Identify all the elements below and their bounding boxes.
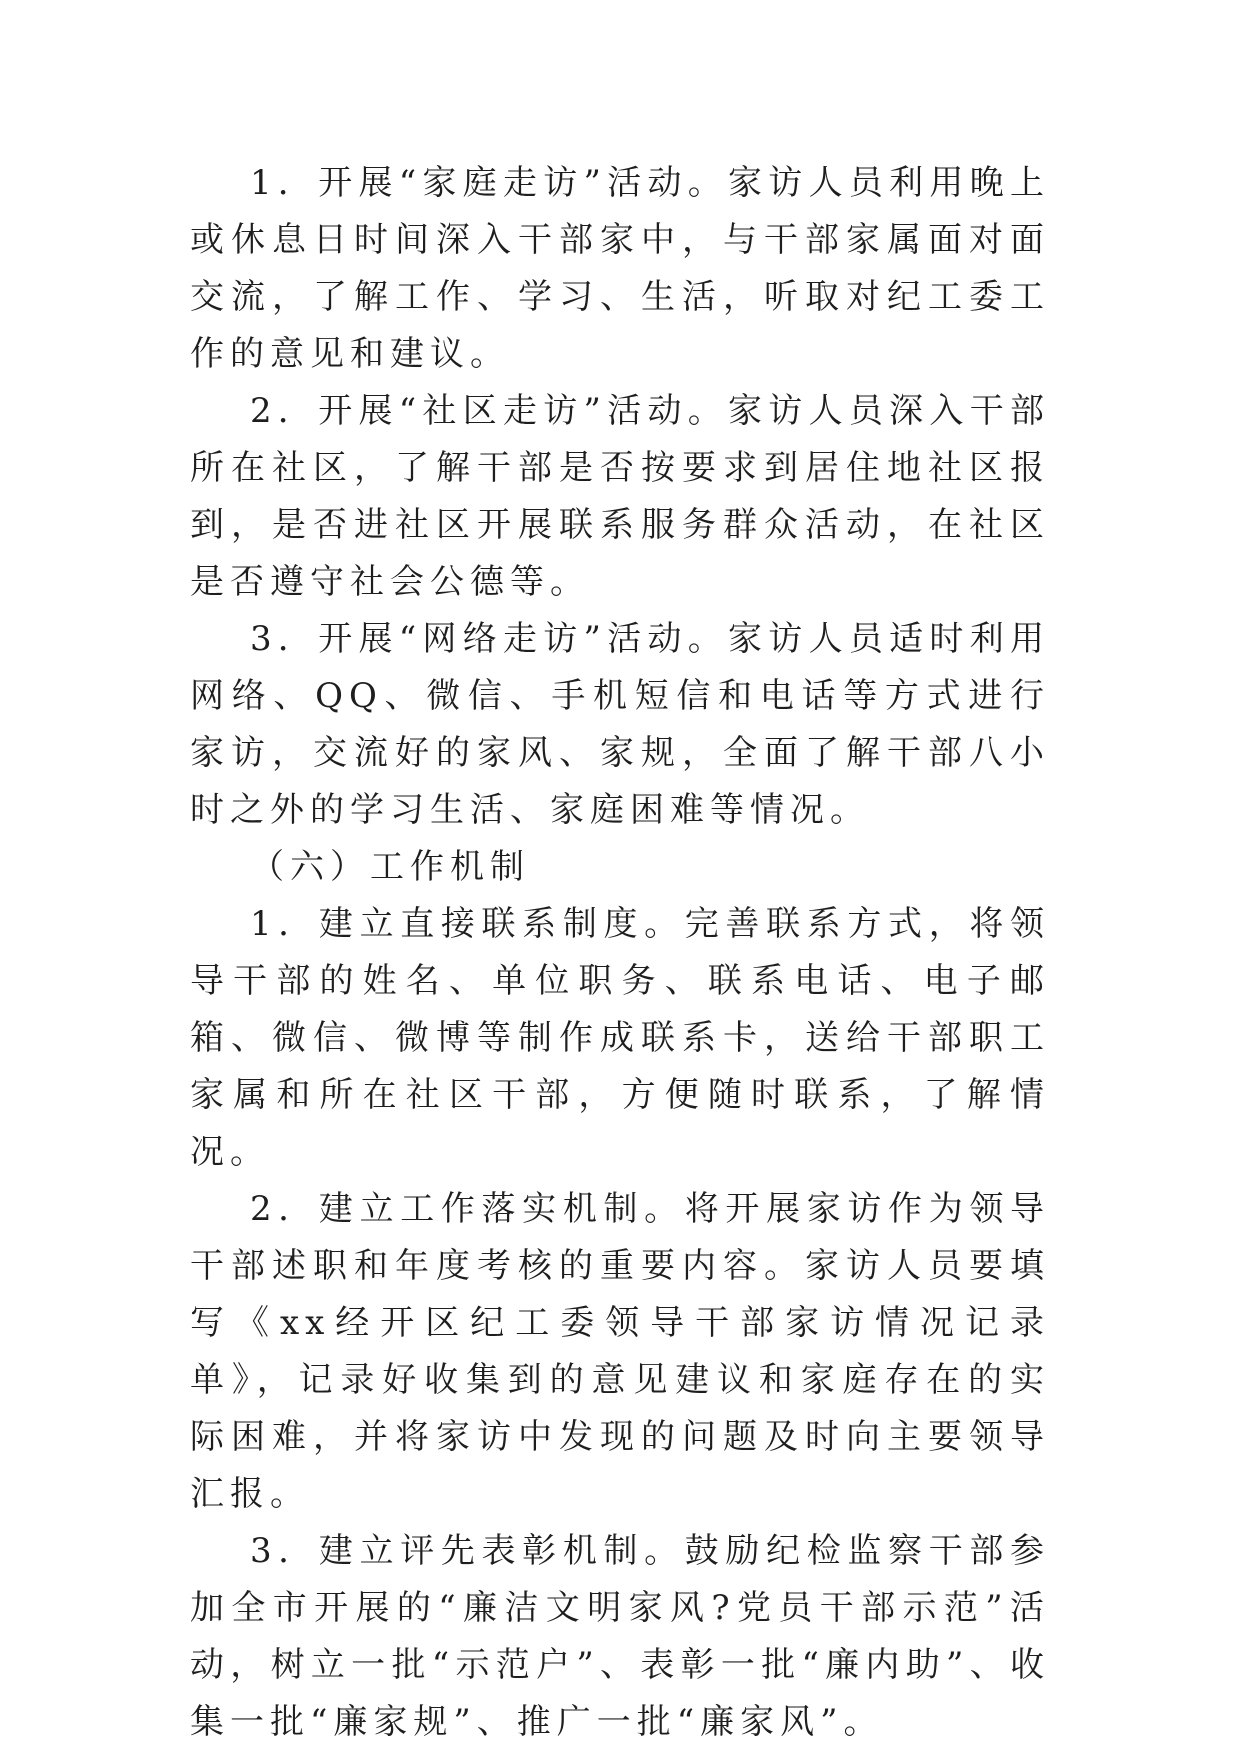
section-heading: （六）工作机制	[250, 847, 530, 887]
paragraph-network-visit: 3．开展“网络走访”活动。家访人员适时利用网络、QQ、微信、手机短信和电话等方式进行家访，交流好的家风、家规，全面了解干部八小时之外的学习生活、家庭困难等情况。	[190, 619, 1050, 830]
paragraph-community-visit: 2．开展“社区走访”活动。家访人员深入干部所在社区，了解干部是否按要求到居住地社区报到，是否进社区开展联系服务群众活动，在社区是否遵守社会公德等。	[190, 391, 1050, 602]
paragraph-family-visit: 1．开展“家庭走访”活动。家访人员利用晚上或休息日时间深入干部家中，与干部家属面对面交流，了解工作、学习、生活，听取对纪工委工作的意见和建议。	[190, 163, 1050, 374]
document-body	[190, 155, 1050, 1751]
paragraph-direct-contact: 1．建立直接联系制度。完善联系方式，将领导干部的姓名、单位职务、联系电话、电子邮箱、微信、微博等制作成联系卡，送给干部职工家属和所在社区干部，方便随时联系，了解情况。	[190, 904, 1050, 1172]
paragraph-commendation: 3．建立评先表彰机制。鼓励纪检监察干部参加全市开展的“廉洁文明家风?党员干部示范”活动，树立一批“示范户”、表彰一批“廉内助”、收集一批“廉家规”、推广一批“廉家风”。	[190, 1531, 1050, 1742]
paragraph-implementation: 2．建立工作落实机制。将开展家访作为领导干部述职和年度考核的重要内容。家访人员要填写《xx经开区纪工委领导干部家访情况记录单》，记录好收集到的意见建议和家庭存在的实际困难，并将家访中发现的问题及时向主要领导汇报。	[190, 1189, 1050, 1514]
